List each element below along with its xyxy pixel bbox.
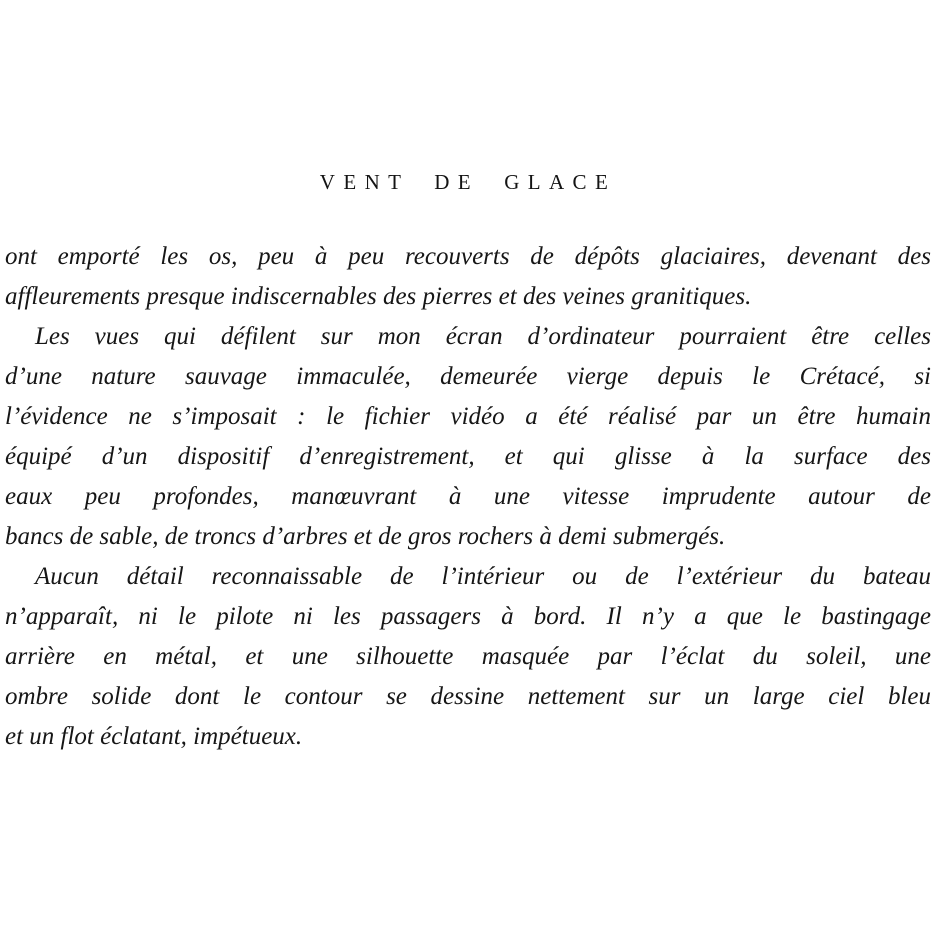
text-line: affleurements presque indiscernables des pierres et des veines granitiques. — [5, 283, 752, 310]
text-line: équipé d’un dispositif d’enregistrement, et qui glisse à la surface des — [5, 443, 931, 470]
text-line: Les vues qui défilent sur mon écran d’ordinateur pourraient être celles — [35, 323, 931, 350]
paragraph — [5, 317, 931, 557]
text-line: et un flot éclatant, impétueux. — [5, 723, 303, 750]
text-line: l’évidence ne s’imposait : le fichier vidéo a été réalisé par un être humain — [5, 403, 931, 430]
text-line: Aucun détail reconnaissable de l’intérieur ou de l’extérieur du bateau — [35, 563, 931, 590]
page-title: VENT DE GLACE — [319, 170, 617, 194]
text-line: ombre solide dont le contour se dessine nettement sur un large ciel bleu — [5, 683, 931, 710]
paragraph — [5, 557, 931, 757]
text-line: eaux peu profondes, manœuvrant à une vitesse imprudente autour de — [5, 483, 931, 510]
text-line: n’apparaît, ni le pilote ni les passagers à bord. Il n’y a que le bastingage — [5, 603, 931, 630]
text-line: bancs de sable, de troncs d’arbres et de gros rochers à demi submergés. — [5, 523, 726, 550]
text-line: arrière en métal, et une silhouette masquée par l’éclat du soleil, une — [5, 643, 931, 670]
text-line: ont emporté les os, peu à peu recouverts de dépôts glaciaires, devenant des — [5, 243, 931, 270]
paragraph — [5, 237, 931, 317]
text-block — [0, 237, 936, 757]
text-line: d’une nature sauvage immaculée, demeurée vierge depuis le Crétacé, si — [5, 363, 931, 390]
